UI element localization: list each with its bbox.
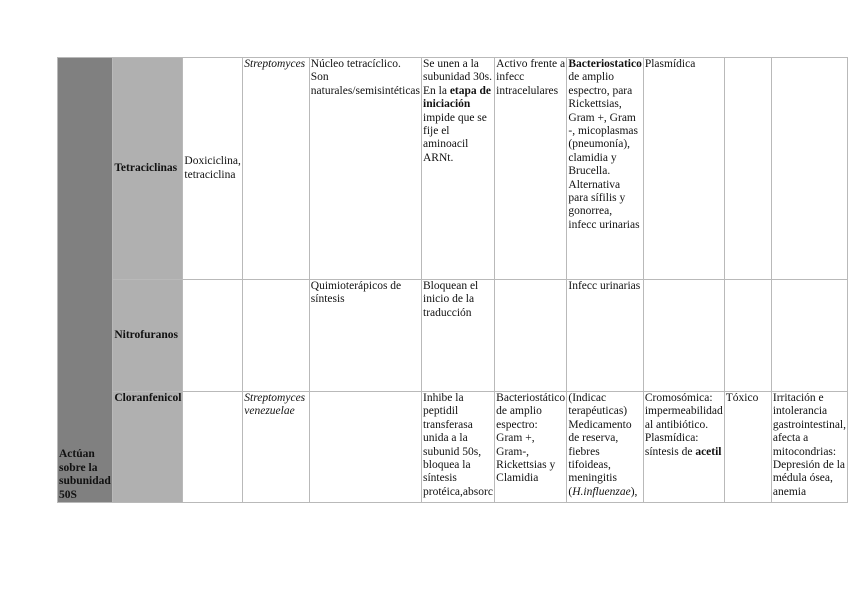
structure-cell xyxy=(309,58,421,280)
activity-cell xyxy=(495,392,567,503)
mechanism-text: Inhibe la peptidil transferasa unida a la subunid 50s, bloquea la síntesis protéica,absorc xyxy=(423,392,493,498)
examples-cell xyxy=(183,58,243,280)
spectrum-cell xyxy=(567,392,643,503)
resistance-cell xyxy=(643,392,724,503)
resistance-cell xyxy=(643,280,724,392)
origin-cell xyxy=(243,58,310,280)
origin-cell xyxy=(243,392,310,503)
antibiotics-table xyxy=(57,57,848,503)
mechanism-bold-text: etapa de iniciación xyxy=(423,84,492,111)
spectrum-text: de amplio espectro, para Rickettsias, Gram +, Gram -, micoplasmas (pneumonía), clamidia y Brucella. Alternativa para sífilis y gonorrea, infecc urinarias xyxy=(568,71,640,231)
table-row xyxy=(58,58,848,280)
resistance-text: Cromosómica: impermeabilidad al antibiótico. Plasmídica: síntesis de xyxy=(644,392,723,458)
spectrum-text: (Indicac terapéuticas) Medicamento de reserva, fiebres tifoideas, meningitis ( xyxy=(568,392,632,498)
spectrum-bold-text: Bacteriostatico xyxy=(568,58,642,70)
family-name: Tetraciclinas xyxy=(114,161,178,174)
origin-text: Streptomyces venezuelae xyxy=(244,392,306,418)
table-row xyxy=(58,280,848,392)
activity-cell xyxy=(495,280,567,392)
mechanism-text-end: impide que se fije el aminoacil ARNt. xyxy=(423,111,487,164)
resistance-cell xyxy=(643,58,724,280)
effects-cell xyxy=(771,280,847,392)
mechanism-text: Bloquean el inicio de la traducción xyxy=(423,280,479,319)
structure-text: Núcleo tetracíclico. Son naturales/semisintéticas xyxy=(310,58,420,97)
mechanism-cell xyxy=(422,392,495,503)
toxicity-cell xyxy=(724,58,771,280)
toxicity-text: Tóxico xyxy=(725,392,759,404)
effects-cell xyxy=(771,392,847,503)
activity-text: Activo frente a infecc intracelulares xyxy=(496,58,566,97)
resistance-bold-text: acetil xyxy=(695,445,722,458)
spectrum-cell xyxy=(567,280,643,392)
structure-cell xyxy=(309,392,421,503)
origin-text: Streptomyces xyxy=(244,58,306,70)
group-cell xyxy=(58,58,113,503)
examples-cell xyxy=(183,280,243,392)
spectrum-text: Infecc urinarias xyxy=(568,280,641,292)
family-cell xyxy=(113,280,183,392)
family-cell xyxy=(113,392,183,503)
resistance-text: Plasmídica xyxy=(644,58,696,70)
structure-text: Quimioterápicos de síntesis xyxy=(310,280,402,306)
structure-cell xyxy=(309,280,421,392)
examples-cell xyxy=(183,392,243,503)
mechanism-cell xyxy=(422,58,495,280)
activity-cell xyxy=(495,58,567,280)
spectrum-cell xyxy=(567,58,643,280)
spectrum-text-end: ), xyxy=(630,485,638,498)
toxicity-cell xyxy=(724,392,771,503)
examples-text: Doxiciclina, tetraciclina xyxy=(184,155,241,181)
family-cell xyxy=(113,58,183,280)
origin-cell xyxy=(243,280,310,392)
effects-cell xyxy=(771,58,847,280)
effects-text: Irritación e intolerancia gastrointestinal, afecta a mitocondrias: Depresión de la médula ósea, anemia xyxy=(772,392,846,498)
toxicity-cell xyxy=(724,280,771,392)
group-label: Actúan sobre la subunidad 50S xyxy=(59,448,111,501)
spectrum-italic-text: H.influenzae xyxy=(572,485,631,498)
mechanism-text: Se unen a la subunidad 30s. En la xyxy=(423,58,492,97)
family-name: Nitrofuranos xyxy=(114,328,178,341)
activity-text: Bacteriostático de amplio espectro: Gram +, Gram-, Rickettsias y Clamidia xyxy=(496,392,566,485)
table-row xyxy=(58,392,848,503)
family-name: Cloranfenicol xyxy=(114,392,182,404)
mechanism-cell xyxy=(422,280,495,392)
